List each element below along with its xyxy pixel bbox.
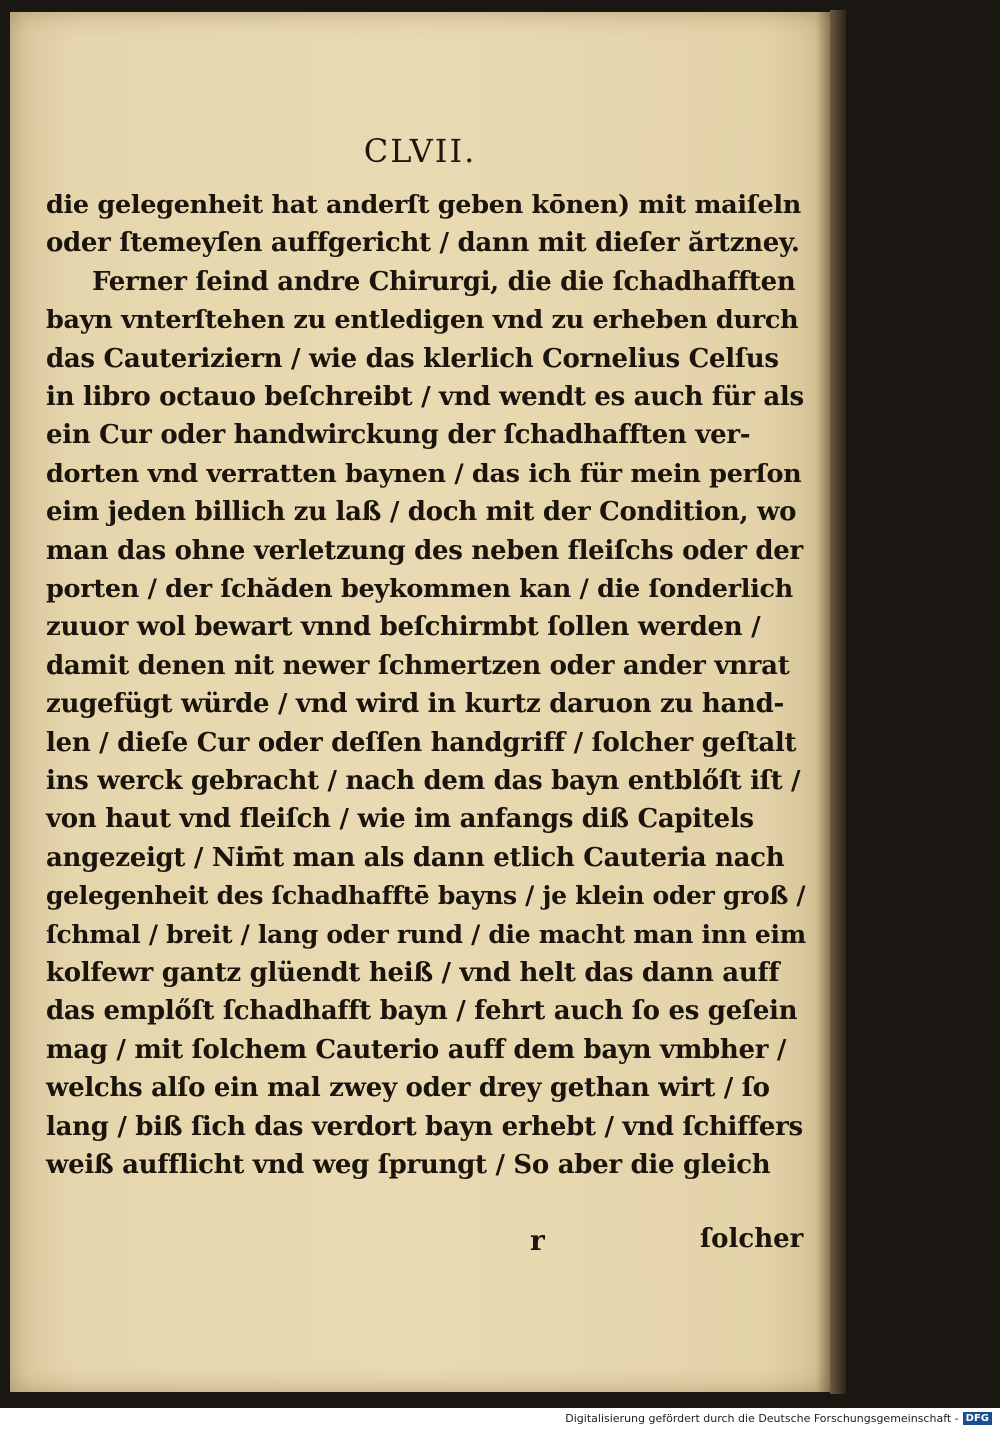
text-line: zuuor wol bewart vnnd beſchirmbt ſollen werden / xyxy=(46,612,761,643)
text-line: bayn vnterſtehen zu entledigen vnd zu erheben durch xyxy=(46,305,799,336)
text-line: welchs alſo ein mal zwey oder drey gethan wirt / ſo xyxy=(46,1073,770,1104)
text-line: len / dieſe Cur oder deſſen handgriff / ſolcher geſtalt xyxy=(46,727,797,758)
footer-text: Digitalisierung gefördert durch die Deutsche Forschungsgemeinschaft - xyxy=(565,1412,959,1425)
text-line: porten / der ſchăden beykommen kan / die ſonderlich xyxy=(46,574,793,604)
text-line: das Cauteriziern / wie das klerlich Cornelius Celſus xyxy=(46,343,779,374)
footer-credit xyxy=(565,1412,992,1425)
text-line: ſchmal / breit / lang oder rund / die macht man inn eim xyxy=(46,919,806,949)
text-line: angezeigt / Nim̄t man als dann etlich Cauteria nach xyxy=(46,842,785,873)
text-line: zugefügt würde / vnd wird in kurtz daruon zu hand- xyxy=(46,689,784,720)
text-line: oder ſtemeyſen auffgericht / dann mit dieſer ărtzney. xyxy=(46,228,800,259)
text-line: die gelegenheit hat anderſt geben kōnen) mit maiſeln xyxy=(46,190,801,220)
text-line: Ferner ſeind andre Chirurgi, die die ſchadhafften xyxy=(92,266,796,297)
signature-mark: r xyxy=(530,1224,545,1257)
text-line: damit denen nit newer ſchmertzen oder ander vnrat xyxy=(46,650,790,681)
text-line: man das ohne verletzung des neben fleiſchs oder der xyxy=(46,535,803,566)
text-line: dorten vnd verratten baynen / das ich für mein perſon xyxy=(46,458,802,489)
text-line: eim jeden billich zu laß / doch mit der Condition, wo xyxy=(46,497,797,528)
text-line: von haut vnd fleiſch / wie im anfangs diß Capitels xyxy=(46,804,754,835)
text-line: das emplőſt ſchadhafft bayn / fehrt auch ſo es geſein xyxy=(46,996,798,1027)
page-header-folio: CLVII. xyxy=(363,132,477,170)
dfg-logo: DFG xyxy=(963,1412,992,1425)
text-line: ins werck gebracht / nach dem das bayn entblőſt iſt / xyxy=(46,766,801,796)
text-line: in libro octauo beſchreibt / vnd wendt es auch für als xyxy=(46,382,804,412)
text-line: kolfewr gantz glüendt heiß / vnd helt das dann auff xyxy=(46,958,780,988)
text-line: lang / biß ſich das verdort bayn erhebt / vnd ſchiffers xyxy=(46,1111,803,1142)
text-line: weiß aufflicht vnd weg ſprungt / So aber die gleich xyxy=(46,1150,771,1180)
text-line: gelegenheit des ſchadhafftē bayns / je klein oder groß / xyxy=(46,881,806,911)
catchword: ſolcher xyxy=(700,1224,804,1254)
page-edge-shadow xyxy=(830,10,846,1394)
text-line: mag / mit ſolchem Cauterio auff dem bayn vmbher / xyxy=(46,1034,787,1065)
book-page xyxy=(10,12,830,1392)
text-line: ein Cur oder handwirckung der ſchadhafften ver- xyxy=(46,420,751,451)
